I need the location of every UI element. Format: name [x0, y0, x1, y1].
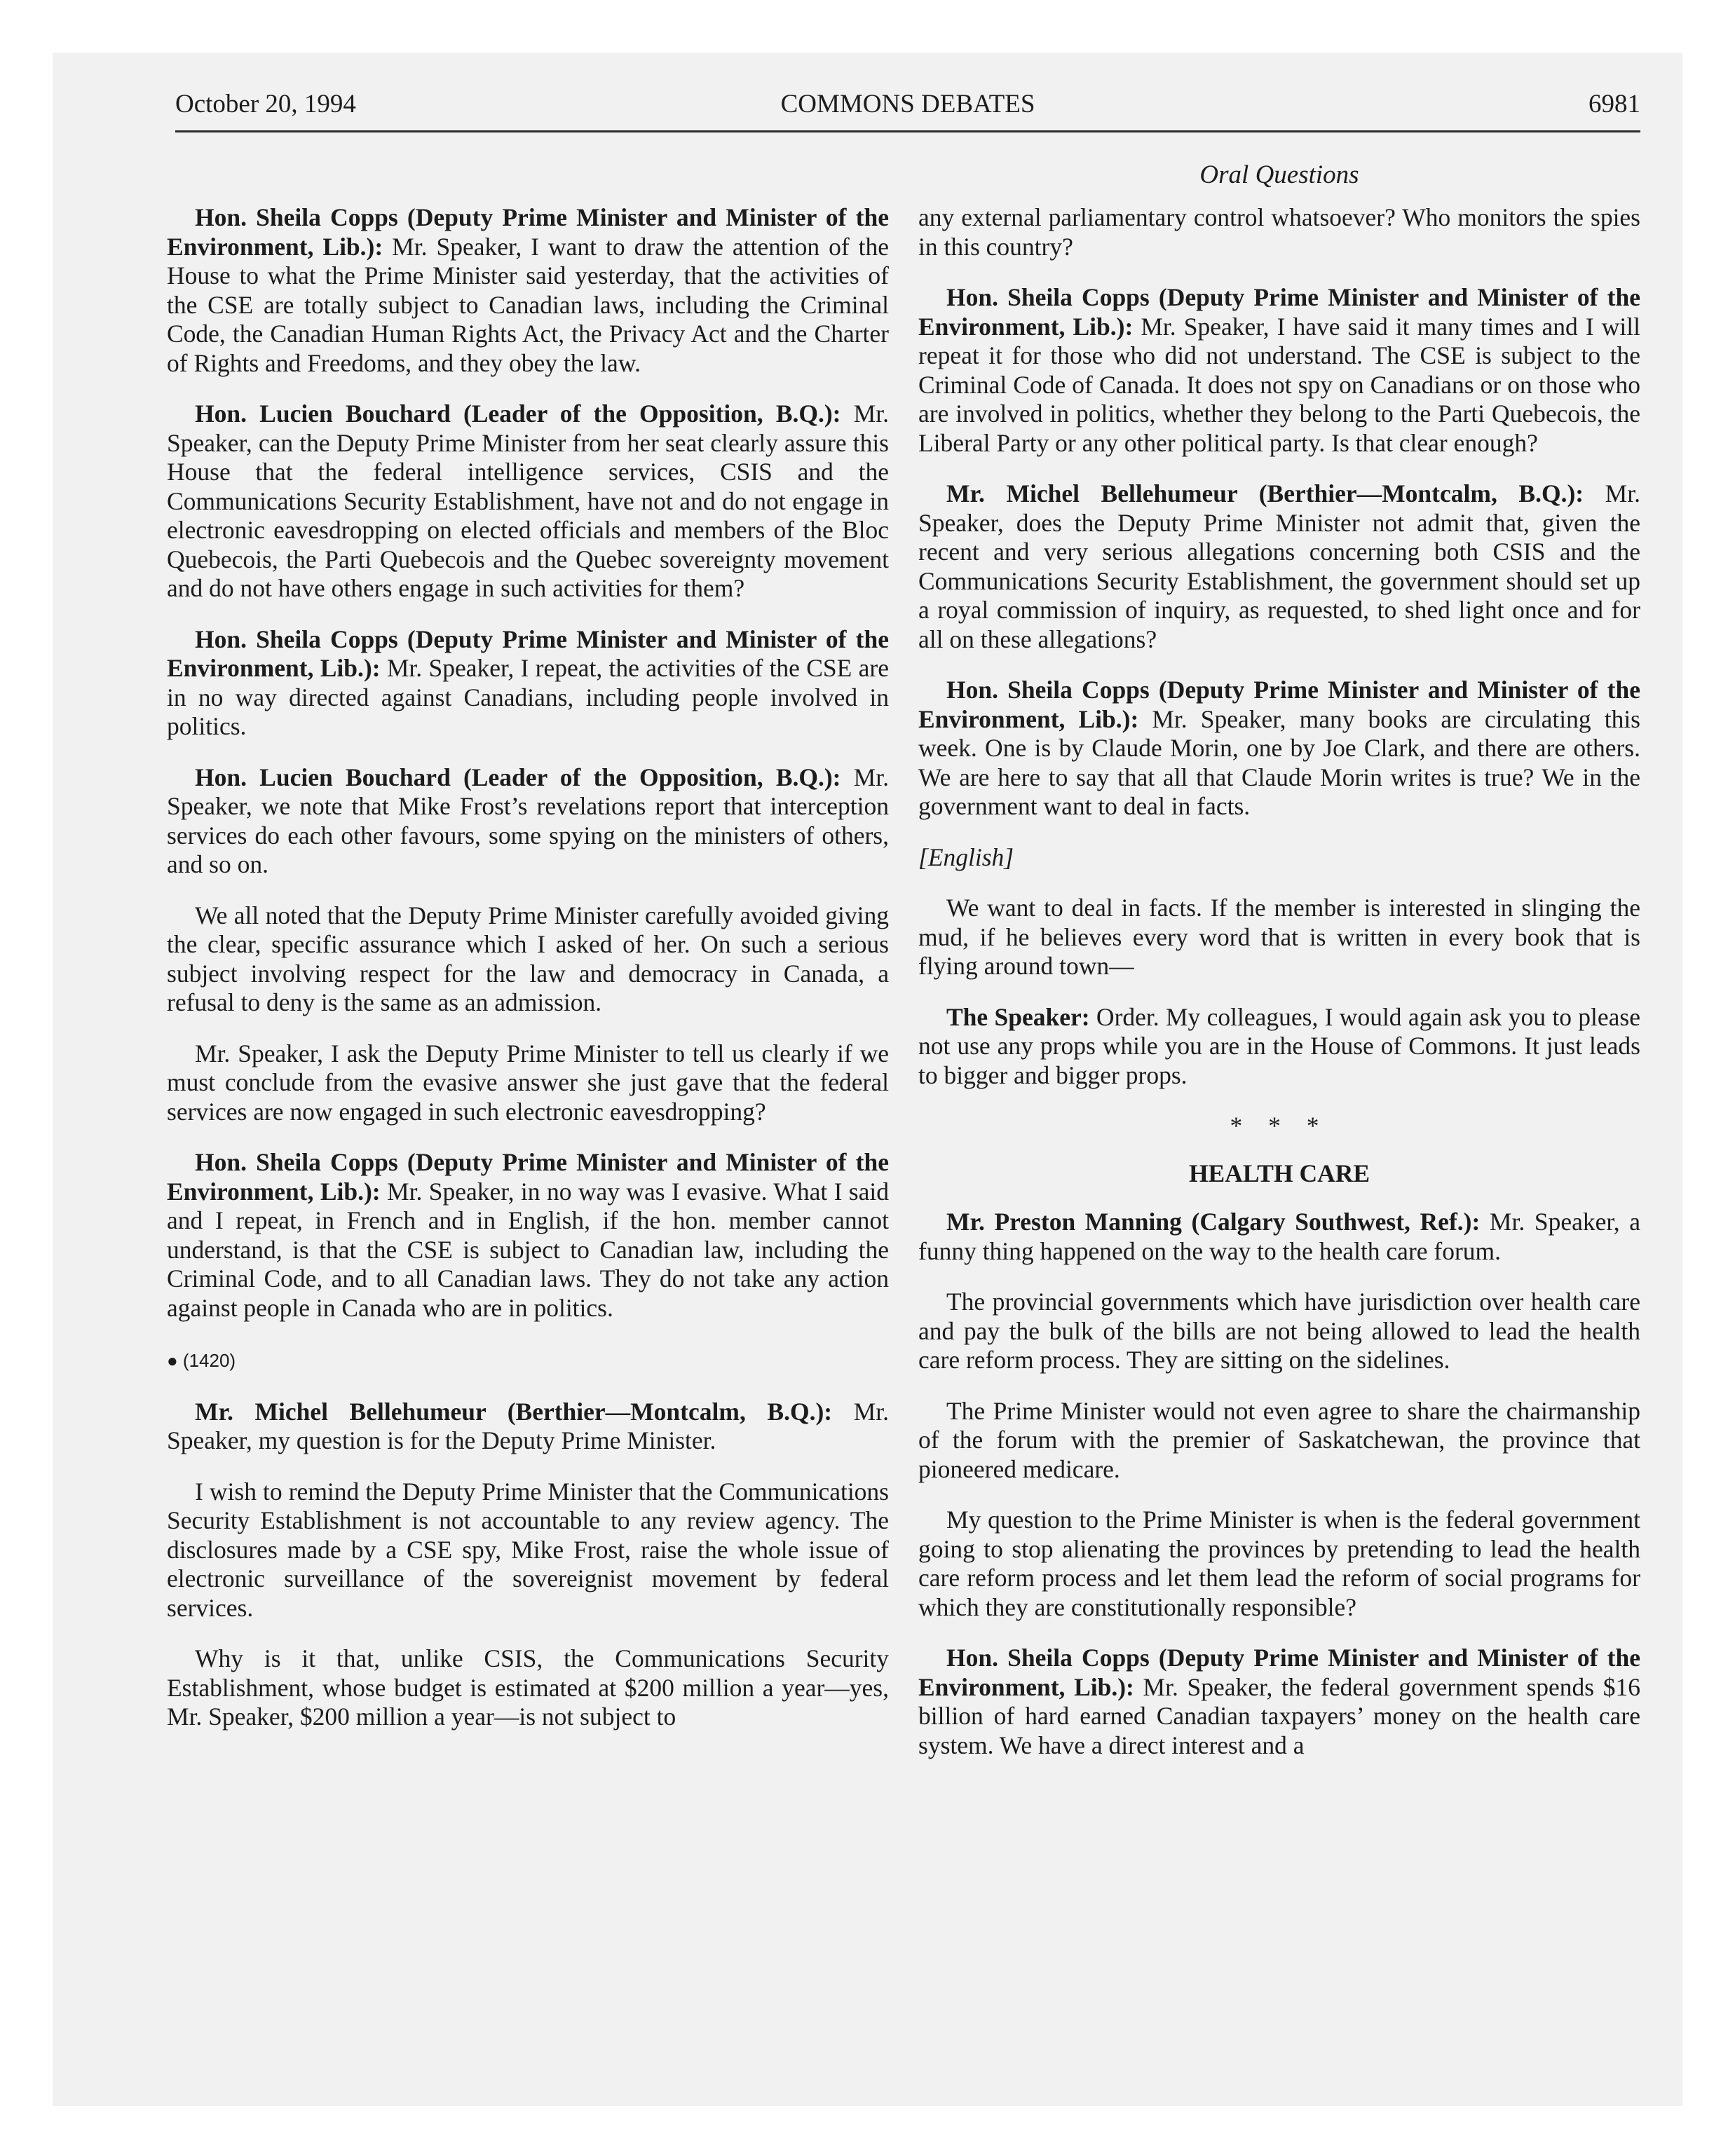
paragraph [167, 1148, 889, 1323]
speaker-name: Mr. Michel Bellehumeur (Berthier—Montcalm, B.Q.): [195, 1397, 833, 1426]
speech-text: Order. My colleagues, I would again ask you to please not use any props while you are in the House of Commons. It just leads to bigger and bigger props. [918, 1002, 1641, 1089]
speech-text: Mr. Speaker, the federal government spends $16 billion of hard earned Canadian taxpayers’ money on the health care system. We have a direct interest and a [918, 1672, 1641, 1759]
language-marker-text: [English] [918, 842, 1014, 871]
speaker-name: Hon. Sheila Copps (Deputy Prime Minister and Minister of the Environment, Lib.): [167, 625, 889, 682]
section-separator: * * * [1230, 1112, 1329, 1140]
paragraph [167, 1644, 889, 1732]
speaker-name: Hon. Sheila Copps (Deputy Prime Minister and Minister of the Environment, Lib.): [167, 1148, 889, 1206]
time-marker-text: ● (1420) [167, 1350, 236, 1371]
speaker-name: Mr. Preston Manning (Calgary Southwest, Ref.): [946, 1208, 1481, 1236]
speech-text: Mr. Speaker, a funny thing happened on the way to the health care forum. [918, 1208, 1641, 1265]
section-title: Oral Questions [1199, 161, 1359, 189]
speech-text: any external parliamentary control whatsoever? Who monitors the spies in this country? [918, 203, 1640, 261]
right-column [918, 203, 1640, 1782]
speech-text: I wish to remind the Deputy Prime Minister that the Communications Security Establishment is not accountable to any review agency. The disclosures made by a CSE spy, Mike Frost, raise the whole issue of electronic surveillance of the sovereignist movement by federal services. [167, 1477, 889, 1622]
speaker-name: Hon. Sheila Copps (Deputy Prime Minister and Minister of the Environment, Lib.): [918, 283, 1640, 341]
speaker-name: Hon. Lucien Bouchard (Leader of the Opposition, B.Q.): [195, 400, 841, 428]
speech-text: Mr. Speaker, does the Deputy Prime Minister not admit that, given the recent and very serious allegations concerning both CSIS and the Communications Security Establishment, the government should set up a royal commission of inquiry, as requested, to shed light once and for all on these allegations? [918, 479, 1640, 653]
paragraph [167, 763, 889, 880]
header-page-number: 6981 [1588, 90, 1640, 118]
speech-text: Mr. Speaker, my question is for the Deputy Prime Minister. [167, 1397, 889, 1454]
header-rule [175, 130, 1640, 132]
paragraph [167, 1039, 889, 1127]
paragraph [918, 894, 1640, 981]
paragraph [918, 203, 1640, 261]
language-marker [918, 843, 1640, 873]
speaker-name: The Speaker: [946, 1002, 1090, 1031]
paragraph [918, 1644, 1640, 1760]
paragraph [918, 1397, 1640, 1485]
header-date: October 20, 1994 [175, 90, 356, 118]
paragraph [167, 1478, 889, 1623]
speech-text: Mr. Speaker, I want to draw the attention of the House to what the Prime Minister said yesterday, that the activities of the CSE are totally subject to Canadian laws, including the Criminal Code, the Canadian Human Rights Act, the Privacy Act and the Charter of Rights and Freedoms, and they obey the law. [167, 232, 890, 377]
paragraph [918, 479, 1640, 654]
speech-text: Mr. Speaker, I repeat, the activities of the CSE are in no way directed against Canadians, including people involved in politics. [167, 654, 889, 740]
paragraph [918, 1288, 1640, 1375]
speech-text: Mr. Speaker, I ask the Deputy Prime Minister to tell us clearly if we must conclude from the evasive answer she just gave that the federal services are now engaged in such electronic eavesdropping? [167, 1039, 889, 1126]
speaker-name: Hon. Sheila Copps (Deputy Prime Minister and Minister of the Environment, Lib.): [918, 1644, 1640, 1701]
time-marker [167, 1344, 889, 1376]
speaker-name: Hon. Lucien Bouchard (Leader of the Opposition, B.Q.): [195, 763, 841, 791]
paragraph [918, 1003, 1640, 1091]
speech-text: Mr. Speaker, I have said it many times and I will repeat it for those who did not understand. The CSE is subject to the Criminal Code of Canada. It does not spy on Canadians or on those who are involved in politics, whether they belong to the Parti Quebecois, the Liberal Party or any other political party. Is that clear enough? [918, 312, 1640, 457]
speech-text: The provincial governments which have jurisdiction over health care and pay the bulk of the bills are not being allowed to lead the health care reform process. They are sitting on the sidelines. [918, 1288, 1640, 1374]
paragraph [167, 203, 889, 378]
speech-text: Mr. Speaker, in no way was I evasive. What I said and I repeat, in French and in English, if the hon. member cannot understand, is that the CSE is subject to Canadian law, including the Criminal Code, and to all Canadian laws. They do not take any action against people in Canada who are in politics. [167, 1177, 889, 1322]
speaker-name: Mr. Michel Bellehumeur (Berthier—Montcalm, B.Q.): [946, 479, 1584, 507]
speech-text: Mr. Speaker, we note that Mike Frost’s revelations report that interception services do each other favours, some spying on the ministers of others, and so on. [167, 763, 889, 878]
paragraph [167, 901, 889, 1018]
speech-text: Why is it that, unlike CSIS, the Communications Security Establishment, whose budget is estimated at $200 million a year—yes, Mr. Speaker, $200 million a year—is not subject to [167, 1644, 889, 1731]
paragraph [167, 400, 889, 603]
left-column [167, 203, 889, 1754]
speech-text: My question to the Prime Minister is when is the federal government going to stop alienating the provinces by pretending to lead the health care reform process and let them lead the reform of social programs for which they are constitutionally responsible? [918, 1506, 1640, 1621]
speech-text: Mr. Speaker, can the Deputy Prime Minister from her seat clearly assure this House that the federal intelligence services, CSIS and the Communications Security Establishment, have not and do not engage in electronic eavesdropping on elected officials and members of the Bloc Quebecois, the Parti Quebecois and the Quebec sovereignty movement and do not have others engage in such activities for them? [167, 400, 889, 602]
paragraph [167, 625, 889, 742]
speech-text: The Prime Minister would not even agree to share the chairmanship of the forum with the premier of Saskatchewan, the province that pioneered medicare. [918, 1396, 1640, 1483]
paragraph [918, 1208, 1640, 1266]
speech-text: We all noted that the Deputy Prime Minister carefully avoided giving the clear, specific assurance which I asked of her. On such a serious subject involving respect for the law and democracy in Canada, a refusal to deny is the same as an admission. [167, 901, 889, 1016]
paragraph [167, 1398, 889, 1456]
paragraph [918, 1506, 1640, 1622]
speech-text: We want to deal in facts. If the member is interested in slinging the mud, if he believes every word that is written in every book that is flying around town— [918, 894, 1640, 980]
header-publication: COMMONS DEBATES [780, 90, 1035, 118]
page-header [175, 83, 1640, 126]
section-heading: HEALTH CARE [1188, 1159, 1370, 1187]
speaker-name: Hon. Sheila Copps (Deputy Prime Minister and Minister of the Environment, Lib.): [167, 203, 889, 261]
paragraph [918, 283, 1640, 458]
speaker-name: Hon. Sheila Copps (Deputy Prime Minister and Minister of the Environment, Lib.): [918, 676, 1640, 733]
speech-text: Mr. Speaker, many books are circulating this week. One is by Claude Morin, one by Joe Clark, and there are others. We are here to say that all that Claude Morin writes is true? We in the government want to deal in facts. [918, 704, 1640, 820]
paragraph [918, 676, 1640, 821]
